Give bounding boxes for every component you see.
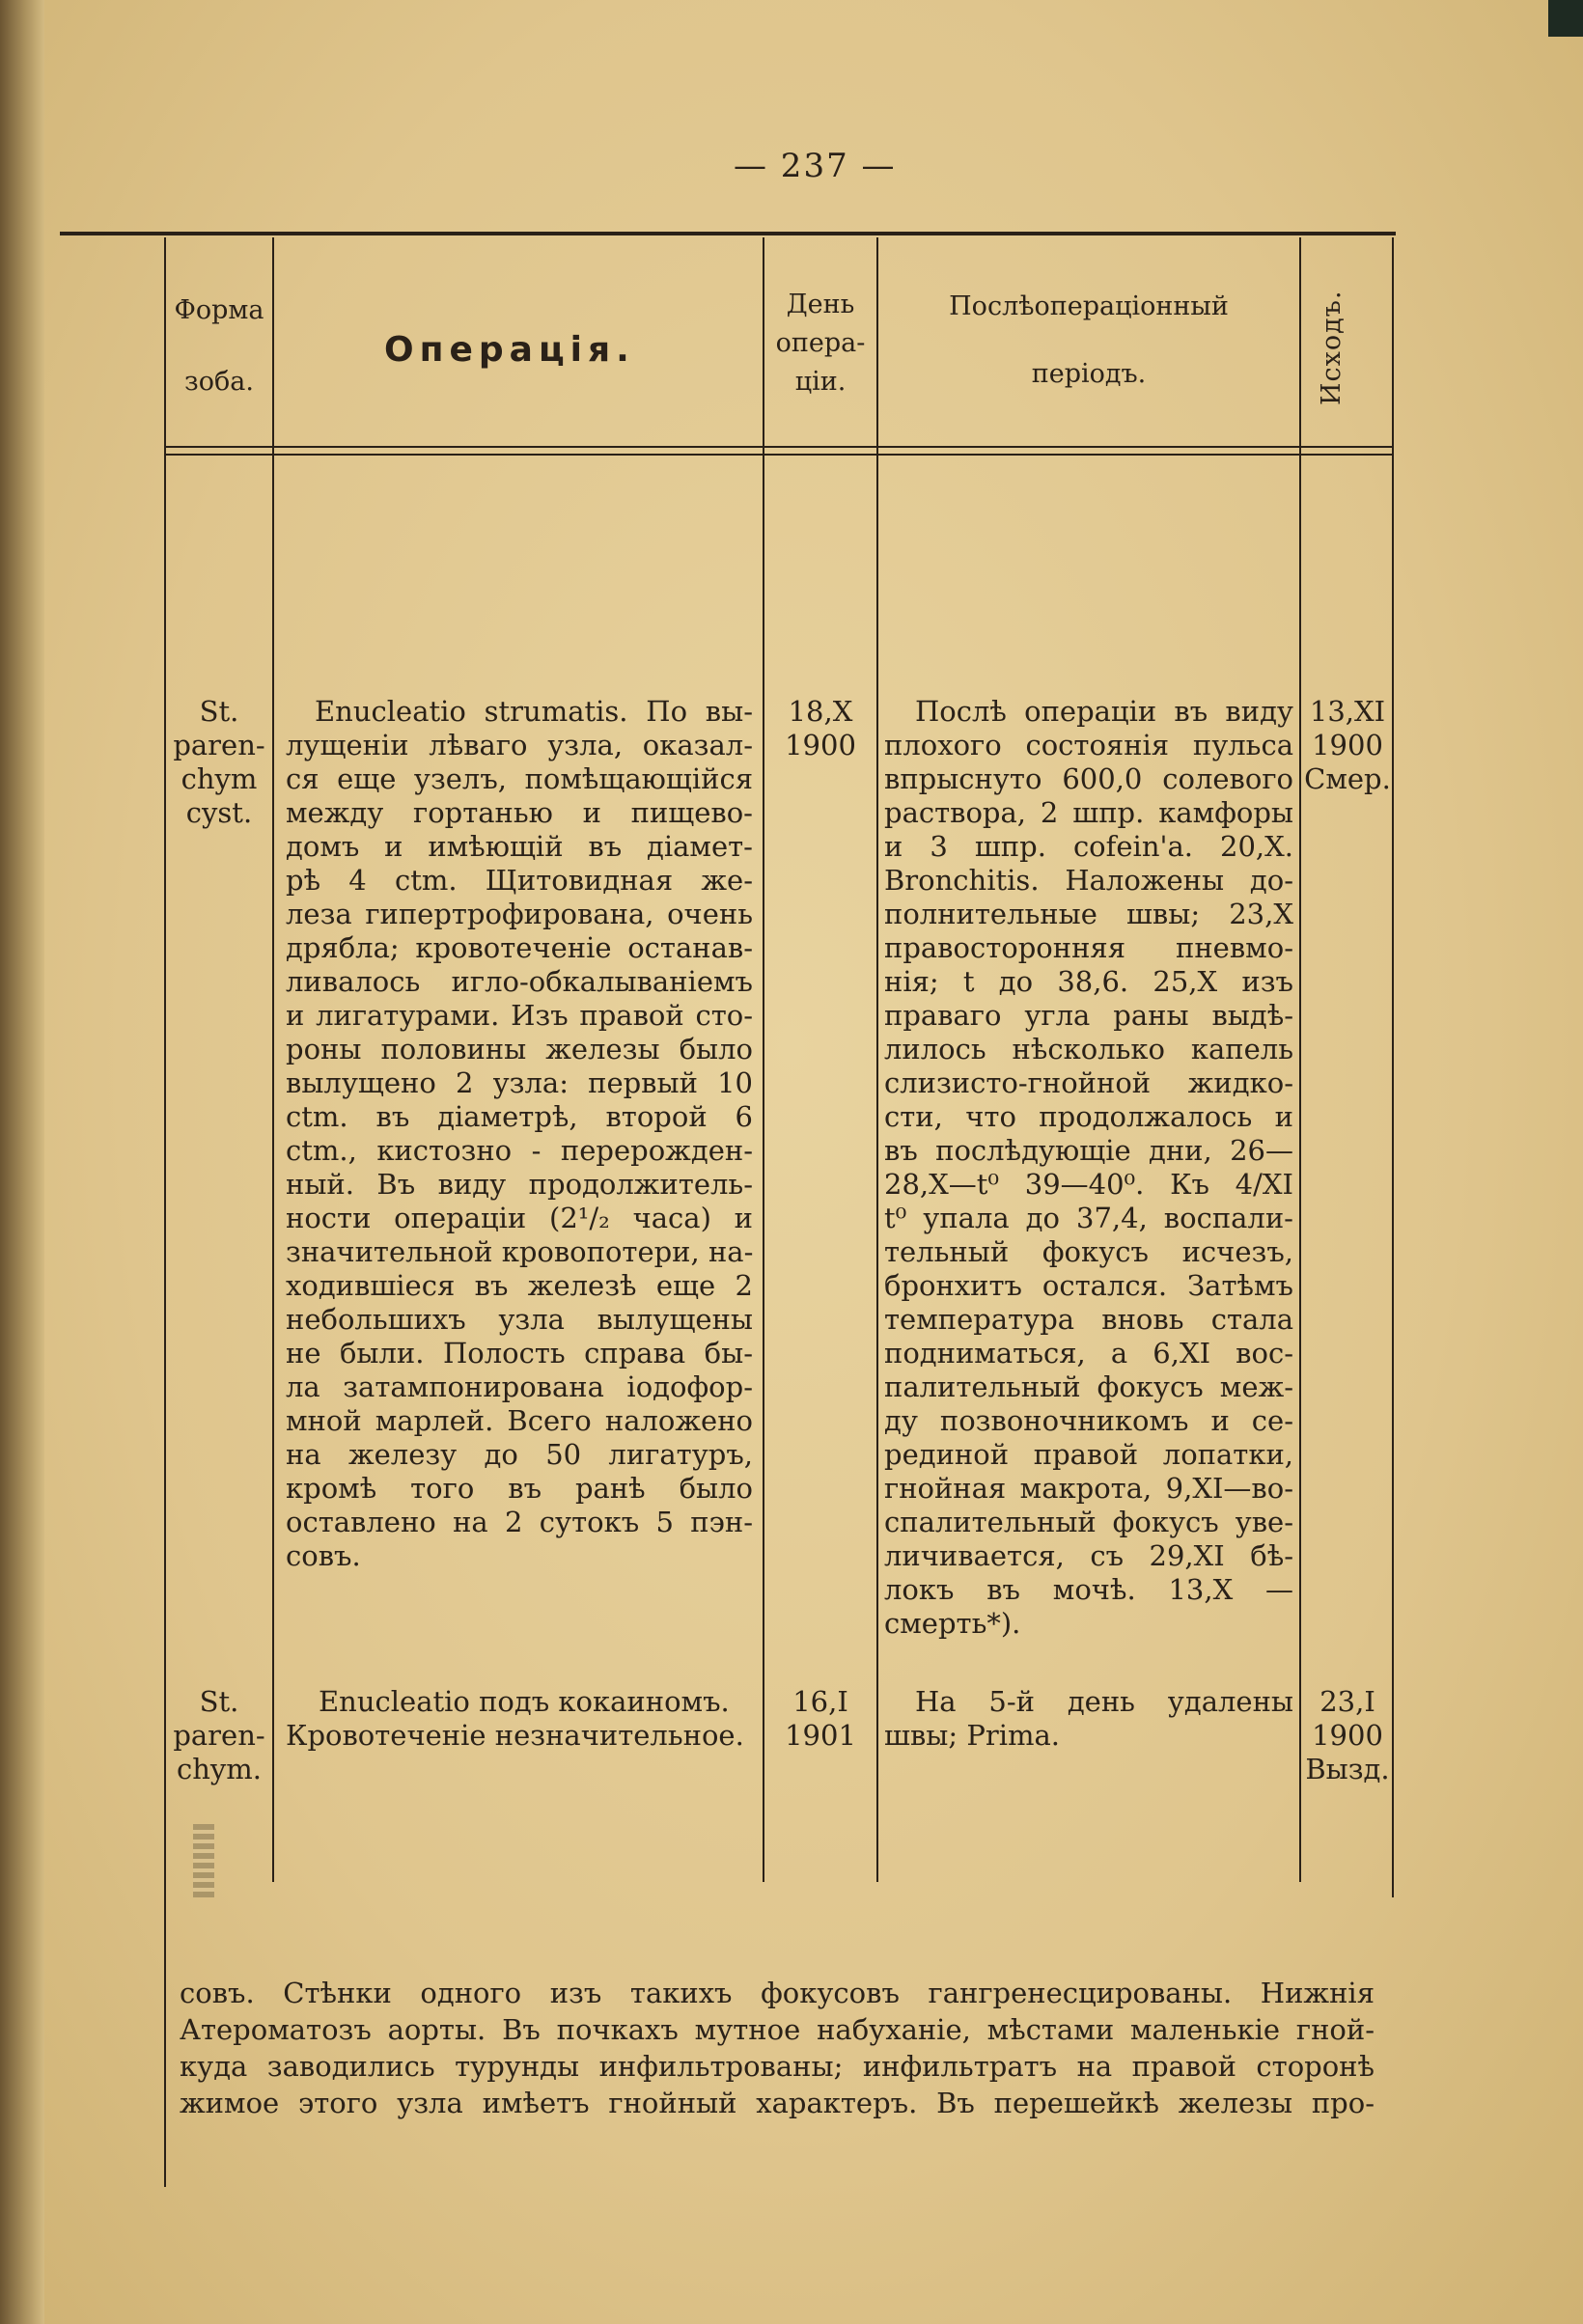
header-period-line: періодъ. bbox=[1031, 359, 1147, 389]
footer-line: жимое этого узла имѣетъ гнойный характеръ. Въ перешейкѣ железы про- bbox=[180, 2087, 1375, 2119]
header-forma bbox=[166, 290, 272, 403]
row1-period-line: гнойная макрота, 9,XI—во- bbox=[884, 1472, 1293, 1505]
row1-operation-line: ся еще узелъ, помѣщающійся bbox=[286, 762, 753, 795]
row1-operation bbox=[286, 695, 753, 1573]
row1-operation-line: оставлено на 2 сутокъ 5 пэн- bbox=[286, 1506, 753, 1538]
row1-forma-line: St. bbox=[199, 695, 239, 728]
row1-period-line: 28,X—t⁰ 39—40⁰. Къ 4/XI bbox=[884, 1168, 1293, 1201]
row1-period-line: спалительный фокусъ уве- bbox=[884, 1506, 1293, 1538]
header-operatsiya: Операція. bbox=[384, 330, 635, 370]
table-right-border bbox=[1392, 237, 1394, 1897]
row2-outcome-line: Вызд. bbox=[1305, 1753, 1390, 1785]
row1-forma bbox=[166, 695, 272, 830]
row1-period-line: Послѣ операціи въ виду bbox=[915, 695, 1293, 728]
row1-operation-line: ности операціи (2¹/₂ часа) и bbox=[286, 1202, 753, 1234]
row2-operation bbox=[286, 1685, 753, 1753]
row1-day bbox=[766, 695, 875, 762]
row1-operation-line: на железу до 50 лигатуръ, bbox=[286, 1438, 753, 1471]
header-den-line: День bbox=[786, 290, 855, 319]
row1-forma-line: cyst. bbox=[185, 796, 253, 829]
row1-day-line: 18,X bbox=[788, 695, 853, 728]
row1-period-line: бронхитъ остался. Затѣмъ bbox=[884, 1269, 1293, 1302]
row1-period-line: праваго угла раны выдѣ- bbox=[884, 999, 1293, 1032]
row1-operation-line: домъ и имѣющій въ діамет- bbox=[286, 830, 753, 863]
table-top-rule bbox=[60, 232, 1396, 235]
row1-period-line: личивается, съ 29,XI бѣ- bbox=[884, 1539, 1293, 1572]
row1-outcome bbox=[1303, 695, 1392, 796]
row1-operation-line: совъ. bbox=[286, 1539, 361, 1572]
row1-operation-line: ливалось игло-обкалываніемъ bbox=[286, 965, 753, 998]
column-divider-3 bbox=[876, 237, 878, 1882]
row1-period-line: температура вновь стала bbox=[884, 1303, 1293, 1336]
row1-operation-line: леза гипертрофирована, очень bbox=[286, 898, 753, 930]
row2-day-line: 16,I bbox=[792, 1685, 848, 1718]
row2-day-line: 1901 bbox=[785, 1719, 856, 1752]
row1-period-line: лилось нѣсколько капель bbox=[884, 1033, 1293, 1065]
column-divider-4 bbox=[1299, 237, 1301, 1882]
column-divider-2 bbox=[763, 237, 764, 1882]
row1-operation-line: вылущено 2 узла: первый 10 bbox=[286, 1066, 753, 1099]
row1-period-line: впрыснуто 600,0 солевого bbox=[884, 762, 1293, 795]
row1-operation-line: роны половины железы было bbox=[286, 1033, 753, 1065]
row2-period-line: швы; Prima. bbox=[884, 1719, 1061, 1752]
row1-operation-line: рѣ 4 ctm. Щитовидная же- bbox=[286, 864, 753, 897]
row1-period bbox=[884, 695, 1293, 1641]
library-stamp bbox=[193, 1824, 214, 1897]
row2-outcome bbox=[1303, 1685, 1392, 1786]
row1-forma-line: chym bbox=[181, 762, 258, 795]
row1-period-line: локъ въ мочѣ. 13,X — bbox=[884, 1573, 1293, 1606]
row1-period-line: плохого состоянія пульса bbox=[884, 729, 1293, 761]
footer-line: куда заводились турунды инфильтрованы; инфильтратъ на правой сторонѣ bbox=[180, 2050, 1375, 2083]
row2-operation-line: Кровотеченіе незначительное. bbox=[286, 1719, 744, 1752]
row1-operation-line: не были. Полость справа бы- bbox=[286, 1337, 753, 1370]
row1-period-line: и 3 шпр. cofein'a. 20,X. bbox=[884, 830, 1293, 863]
header-den-line: ціи. bbox=[794, 367, 847, 397]
row1-period-line: рединой правой лопатки, bbox=[884, 1438, 1293, 1471]
header-den bbox=[766, 286, 875, 401]
row1-operation-line: значительной кровопотери, на- bbox=[286, 1235, 754, 1268]
row1-operation-line: ctm., кистозно - перерожден- bbox=[286, 1134, 753, 1167]
row2-forma bbox=[166, 1685, 272, 1786]
row1-operation-line: ный. Въ виду продолжитель- bbox=[286, 1168, 753, 1201]
header-iskhod: Исходъ. bbox=[1317, 290, 1347, 405]
row1-period-line: подниматься, а 6,XI вос- bbox=[884, 1337, 1293, 1370]
row2-outcome-line: 23,I bbox=[1319, 1685, 1375, 1718]
row1-period-line: сти, что продолжалось и bbox=[884, 1100, 1293, 1133]
column-divider-1 bbox=[272, 237, 274, 1882]
row1-period-line: t⁰ упала до 37,4, воспали- bbox=[884, 1202, 1293, 1234]
row1-period-line: Bronchitis. Наложены до- bbox=[884, 864, 1293, 897]
footer-text bbox=[180, 1975, 1375, 2121]
row1-operation-line: Enucleatio strumatis. По вы- bbox=[315, 695, 753, 728]
header-bottom-rule-2 bbox=[164, 454, 1394, 456]
row1-operation-line: мной марлей. Всего наложено bbox=[286, 1404, 753, 1437]
header-bottom-rule-1 bbox=[164, 446, 1394, 448]
row1-period-line: полнительные швы; 23,X bbox=[884, 898, 1293, 930]
row2-operation-line: Enucleatio подъ кокаиномъ. bbox=[319, 1685, 730, 1718]
row2-day bbox=[766, 1685, 875, 1753]
header-den-line: опера- bbox=[775, 328, 866, 358]
row1-period-line: тельный фокусъ исчезъ, bbox=[884, 1235, 1293, 1268]
row1-period-line: палительный фокусъ меж- bbox=[884, 1370, 1293, 1403]
row2-forma-line: chym. bbox=[176, 1753, 263, 1785]
row1-period-line: въ послѣдующіе дни, 26— bbox=[884, 1134, 1293, 1167]
header-forma-line: зоба. bbox=[184, 367, 254, 397]
row1-operation-line: лущеніи лѣваго узла, оказал- bbox=[286, 729, 753, 761]
row1-operation-line: ходившіеся въ железѣ еще 2 bbox=[286, 1269, 753, 1302]
row1-operation-line: ctm. въ діаметрѣ, второй 6 bbox=[286, 1100, 753, 1133]
footer-line: совъ. Стѣнки одного изъ такихъ фокусовъ гангренесцированы. Нижнія bbox=[180, 1977, 1375, 2009]
page-number: — 237 — bbox=[734, 147, 897, 185]
row1-period-line: смерть*). bbox=[884, 1607, 1021, 1640]
row1-outcome-line: Смер. bbox=[1304, 762, 1391, 795]
row1-period-line: ду позвоночникомъ и се- bbox=[884, 1404, 1293, 1437]
row1-operation-line: кромѣ того въ ранѣ было bbox=[286, 1472, 753, 1505]
row2-forma-line: St. bbox=[199, 1685, 239, 1718]
row1-period-line: правосторонняя пневмо- bbox=[884, 931, 1293, 964]
row2-forma-line: paren- bbox=[173, 1719, 265, 1752]
row1-operation-line: дрябла; кровотеченіе останав- bbox=[286, 931, 753, 964]
row1-operation-line: ла затампонирована іодофор- bbox=[286, 1370, 753, 1403]
row1-day-line: 1900 bbox=[785, 729, 856, 761]
row1-period-line: нія; t до 38,6. 25,X изъ bbox=[884, 965, 1293, 998]
row1-operation-line: и лигатурами. Изъ правой сто- bbox=[286, 999, 753, 1032]
row1-operation-line: небольшихъ узла вылущены bbox=[286, 1303, 753, 1336]
header-period bbox=[880, 286, 1297, 396]
footer-line: Атероматозъ аорты. Въ почкахъ мутное набуханіе, мѣстами маленькіе гной- bbox=[180, 2013, 1375, 2046]
header-period-line: Послѣопераціонный bbox=[949, 291, 1229, 321]
row1-period-line: раствора, 2 шпр. камфоры bbox=[884, 796, 1293, 829]
row1-forma-line: paren- bbox=[173, 729, 265, 761]
row1-operation-line: между гортанью и пищево- bbox=[286, 796, 753, 829]
table-left-border bbox=[164, 237, 166, 2187]
row1-outcome-line: 1900 bbox=[1312, 729, 1383, 761]
row1-outcome-line: 13,XI bbox=[1309, 695, 1386, 728]
page-corner-shadow bbox=[1548, 0, 1583, 37]
row2-period bbox=[884, 1685, 1293, 1753]
row2-outcome-line: 1900 bbox=[1312, 1719, 1383, 1752]
row2-period-line: На 5-й день удалены bbox=[915, 1685, 1293, 1718]
header-forma-line: Форма bbox=[174, 295, 264, 325]
book-spine bbox=[0, 0, 44, 2324]
row1-period-line: слизисто-гнойной жидко- bbox=[884, 1066, 1293, 1099]
